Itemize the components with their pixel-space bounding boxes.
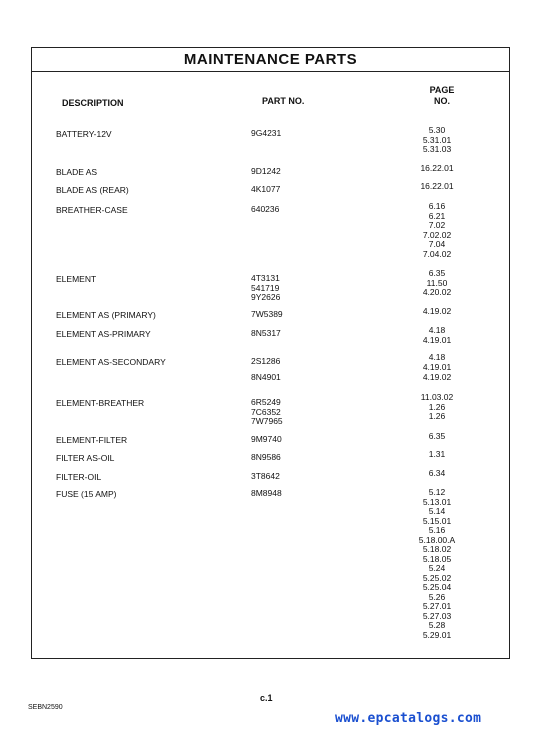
page-number: 5.28 (428, 620, 446, 630)
row-part-numbers (251, 205, 279, 215)
page-number: 4.18 (428, 352, 446, 362)
row-part-numbers (251, 453, 281, 463)
page-number: 5.26 (428, 591, 446, 602)
page-number: 5.14 (428, 506, 446, 516)
row-part-numbers (251, 472, 280, 482)
page-number: 1.26 (428, 401, 446, 412)
page-number: 5.27.03 (422, 610, 452, 621)
row-part-numbers (251, 357, 280, 367)
part-number: 6R5249 (251, 397, 281, 407)
row-part-numbers (251, 329, 281, 339)
row-page-numbers (392, 182, 482, 192)
part-number: 9D1242 (251, 166, 281, 176)
page-number: 5.18.02 (422, 544, 452, 554)
part-no-header: PART NO. (262, 96, 305, 106)
row-part-numbers (251, 489, 282, 499)
page-number: 7.04.02 (422, 248, 452, 259)
page-number: 6.35 (428, 431, 446, 441)
page-number: 5.24 (428, 563, 446, 573)
row-description: FILTER AS-OIL (56, 453, 115, 463)
page-number: 1.31 (428, 449, 446, 459)
part-number: 2S1286 (251, 356, 281, 366)
page-number: 4.20.02 (422, 287, 452, 297)
row-page-numbers (392, 353, 482, 372)
row-description: BREATHER-CASE (56, 205, 128, 215)
row-page-numbers (392, 432, 482, 442)
row-page-numbers (392, 269, 482, 298)
page-number: 5.31.03 (422, 144, 452, 154)
part-number: 541719 (251, 282, 280, 293)
row-page-numbers (392, 307, 482, 317)
part-number: 8N5317 (251, 328, 281, 338)
part-number: 3T8642 (251, 471, 280, 481)
row-description: ELEMENT AS-PRIMARY (56, 329, 151, 339)
row-page-numbers (392, 126, 482, 155)
page-number: 7.02 (428, 220, 446, 230)
page-number: 5.29.01 (422, 629, 452, 640)
row-part-numbers (251, 274, 280, 303)
row-page-numbers (392, 326, 482, 345)
row-page-numbers (392, 450, 482, 460)
document-code: SEBN2590 (28, 704, 63, 711)
part-number: 7W7965 (251, 416, 283, 426)
page-number: 4.19.02 (422, 372, 452, 382)
part-number: 9G4231 (251, 128, 282, 138)
row-description: FILTER-OIL (56, 472, 102, 482)
part-number: 640236 (251, 204, 280, 214)
row-description: ELEMENT (56, 274, 97, 284)
row-page-numbers (392, 164, 482, 174)
description-header: DESCRIPTION (62, 98, 124, 108)
row-description: BATTERY-12V (56, 129, 112, 139)
page-number: 5.27.01 (422, 601, 452, 611)
row-part-numbers (251, 435, 282, 445)
page-no-header (412, 85, 472, 107)
page-code: c.1 (260, 693, 273, 703)
page-number: 4.19.01 (422, 361, 452, 372)
page-number: 16.22.01 (420, 181, 454, 191)
row-page-numbers (392, 469, 482, 479)
page-number: 7.02.02 (422, 229, 452, 240)
page-number: 5.31.01 (422, 134, 452, 145)
row-page-numbers (392, 488, 482, 640)
row-part-numbers (251, 373, 281, 383)
page-number: 5.18.05 (422, 553, 452, 564)
page-number: 5.25.04 (422, 582, 452, 592)
row-part-numbers (251, 167, 281, 177)
page-number: 5.12 (428, 487, 446, 497)
page-number: 4.19.02 (422, 306, 452, 316)
part-number: 4K1077 (251, 184, 281, 194)
part-number: 8N4901 (251, 372, 281, 382)
page-no-header-line2: NO. (433, 96, 450, 106)
part-number: 4T3131 (251, 273, 280, 283)
page-number: 4.18 (428, 325, 446, 335)
page-number: 6.21 (428, 210, 446, 221)
parts-table-frame (31, 47, 510, 659)
part-number: 7C6352 (251, 406, 281, 417)
row-part-numbers (251, 129, 281, 139)
row-description: FUSE (15 AMP) (56, 489, 117, 499)
watermark-link[interactable]: www.epcatalogs.com (335, 711, 482, 726)
row-page-numbers (392, 373, 482, 383)
page-number: 6.34 (428, 468, 446, 478)
page-number: 5.13.01 (422, 496, 452, 507)
row-description: ELEMENT-FILTER (56, 435, 128, 445)
page-number: 4.19.01 (422, 334, 452, 345)
page-number: 5.16 (428, 525, 446, 535)
page-number: 1.26 (428, 411, 446, 421)
part-number: 8M8948 (251, 488, 282, 498)
row-description: ELEMENT AS (PRIMARY) (56, 310, 156, 320)
page-number: 5.15.01 (422, 515, 452, 526)
page-no-header-line1: PAGE (429, 85, 455, 95)
row-description: BLADE AS (56, 167, 98, 177)
page-number: 11.03.02 (420, 392, 454, 402)
row-part-numbers (251, 398, 283, 427)
row-part-numbers (251, 185, 280, 195)
page-number: 5.18.00.A (418, 534, 456, 545)
row-part-numbers (251, 310, 283, 320)
part-number: 7W5389 (251, 309, 283, 319)
page-number: 11.50 (426, 277, 448, 288)
page-title: MAINTENANCE PARTS (32, 48, 509, 72)
row-description: BLADE AS (REAR) (56, 185, 129, 195)
row-description: ELEMENT-BREATHER (56, 398, 145, 408)
part-number: 8N9586 (251, 452, 281, 462)
row-page-numbers (392, 393, 482, 422)
part-number: 9Y2626 (251, 292, 281, 302)
page-number: 7.04 (428, 239, 446, 249)
row-page-numbers (392, 202, 482, 259)
page-number: 5.30 (428, 125, 446, 135)
page-number: 6.35 (428, 268, 446, 278)
page-number: 6.16 (428, 201, 446, 211)
page-number: 5.25.02 (422, 572, 452, 583)
row-description: ELEMENT AS-SECONDARY (56, 357, 166, 367)
part-number: 9M9740 (251, 434, 282, 444)
page-number: 16.22.01 (420, 163, 454, 173)
